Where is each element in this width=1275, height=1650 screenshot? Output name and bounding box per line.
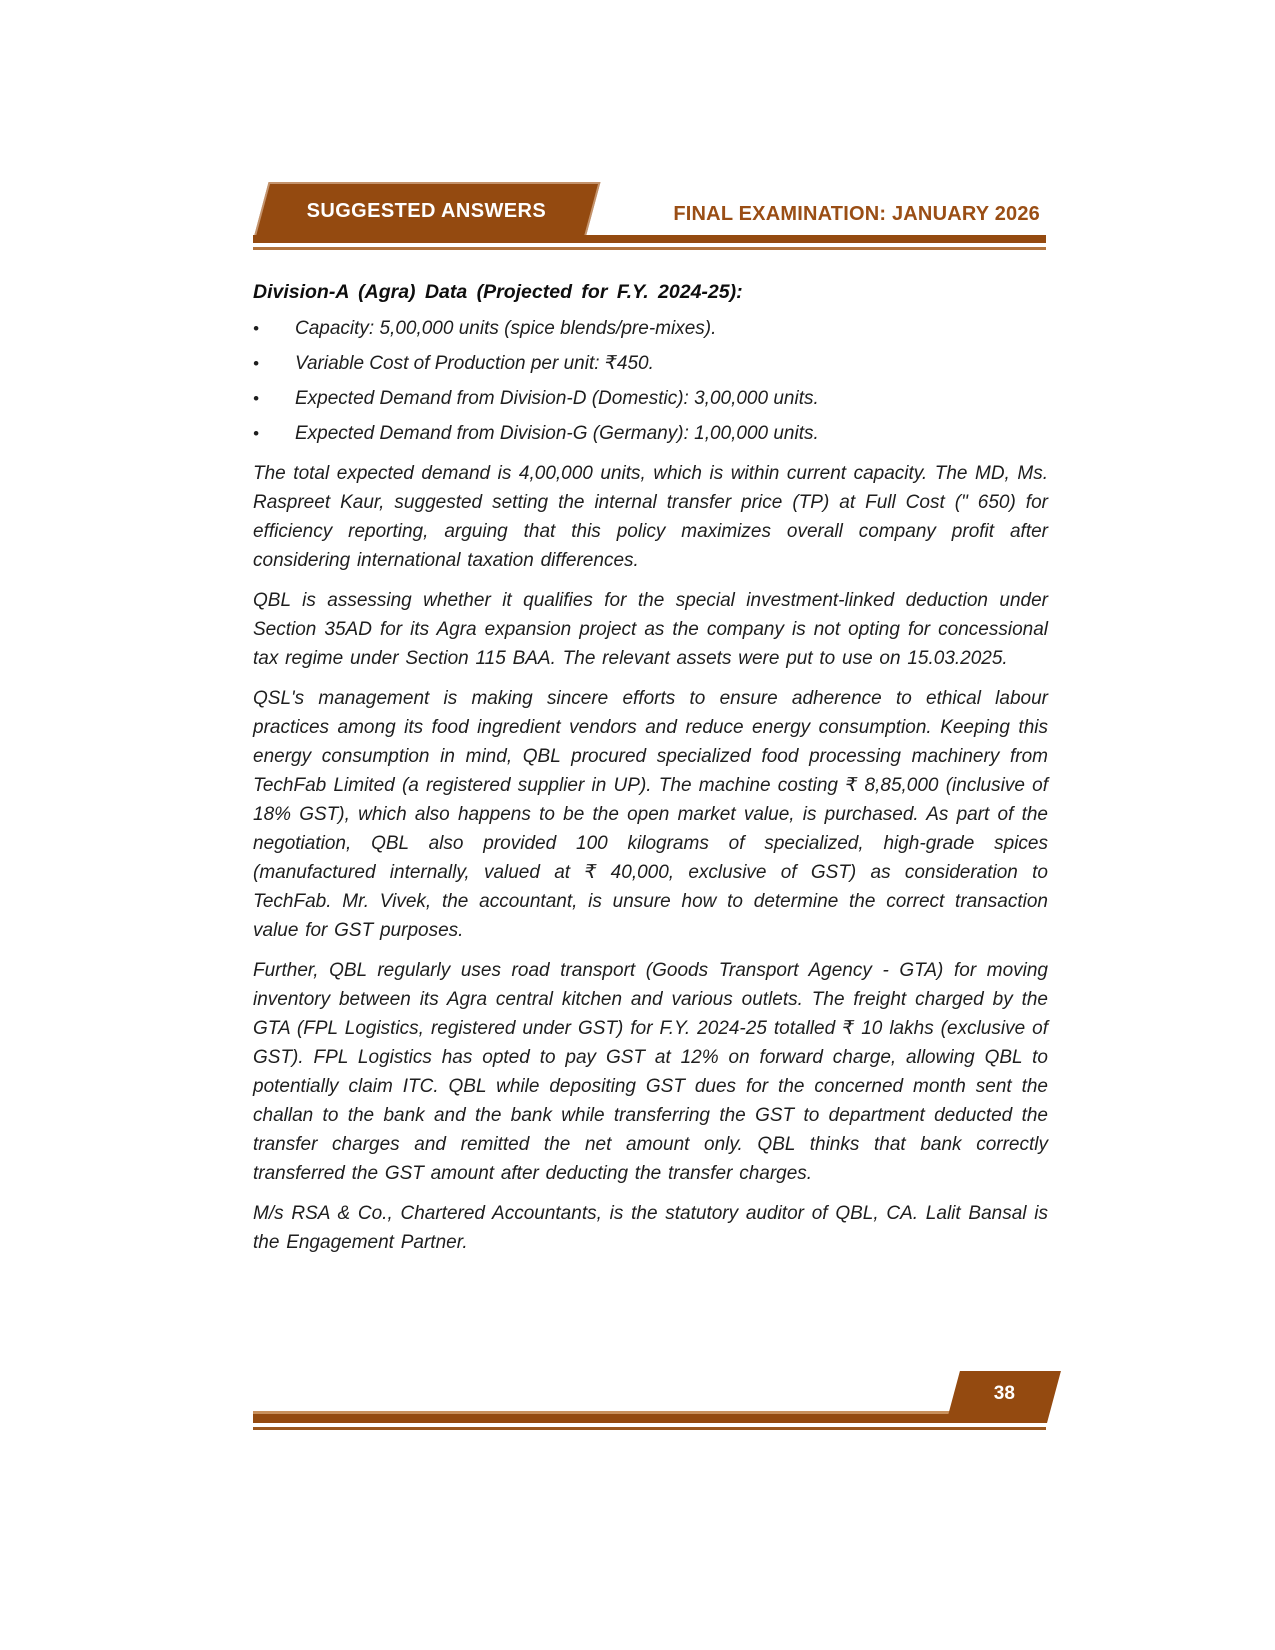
- header-rule-thick: [253, 235, 1046, 243]
- bullet-text: Expected Demand from Division-D (Domestic): 3,00,000 units.: [295, 388, 819, 409]
- body-paragraph: The total expected demand is 4,00,000 units, which is within current capacity. The MD, Ms. Raspreet Kaur, suggested setting the internal transfer price (TP) at Full Cost (" 650) for efficiency reporting, arguing that this policy maximizes overall company profit after considering international taxation differences.: [253, 463, 1048, 571]
- bullet-text: Expected Demand from Division-G (Germany): 1,00,000 units.: [295, 423, 819, 444]
- bullet-item: [253, 384, 1048, 413]
- document-body: [253, 278, 1048, 1268]
- header-rule-thin: [253, 247, 1046, 250]
- bullet-item: [253, 349, 1048, 378]
- bullet-marker-icon: [253, 384, 295, 413]
- bullet-marker-icon: [253, 419, 295, 448]
- exam-title: FINAL EXAMINATION: JANUARY 2026: [673, 203, 1040, 225]
- page-number: 38: [993, 1383, 1015, 1404]
- footer-rule-thick: [253, 1414, 1047, 1424]
- footer-rule-thin: [253, 1427, 1046, 1430]
- bullet-item: [253, 419, 1048, 448]
- page-number-tab: [946, 1371, 1061, 1423]
- bullet-text: Variable Cost of Production per unit: ₹450.: [295, 353, 654, 374]
- bullet-text: Capacity: 5,00,000 units (spice blends/pre-mixes).: [295, 318, 717, 339]
- section-heading: Division-A (Agra) Data (Projected for F.Y. 2024-25):: [253, 281, 743, 303]
- bullet-marker-icon: [253, 349, 295, 378]
- bullet-marker-icon: [253, 314, 295, 343]
- body-paragraph: QSL's management is making sincere efforts to ensure adherence to ethical labour practices among its food ingredient vendors and reduce energy consumption. Keeping this energy consumption in mind, QBL procured specialized food processing machinery from TechFab Limited (a registered supplier in UP). The machine costing ₹ 8,85,000 (inclusive of 18% GST), which also happens to be the open market value, is purchased. As part of the negotiation, QBL also provided 100 kilograms of specialized, high-grade spices (manufactured internally, valued at ₹ 40,000, exclusive of GST) as consideration to TechFab. Mr. Vivek, the accountant, is unsure how to determine the correct transaction value for GST purposes.: [253, 688, 1048, 941]
- body-paragraph: M/s RSA & Co., Chartered Accountants, is the statutory auditor of QBL, CA. Lalit Bansal is the Engagement Partner.: [253, 1203, 1048, 1253]
- bullet-item: [253, 314, 1048, 343]
- banner-title: SUGGESTED ANSWERS: [307, 199, 547, 222]
- body-paragraph: QBL is assessing whether it qualifies for the special investment-linked deduction under Section 35AD for its Agra expansion project as the company is not opting for concessional tax regime under Section 115 BAA. The relevant assets were put to use on 15.03.2025.: [253, 590, 1048, 669]
- body-paragraph: Further, QBL regularly uses road transport (Goods Transport Agency - GTA) for moving inventory between its Agra central kitchen and various outlets. The freight charged by the GTA (FPL Logistics, registered under GST) for F.Y. 2024-25 totalled ₹ 10 lakhs (exclusive of GST). FPL Logistics has opted to pay GST at 12% on forward charge, allowing QBL to potentially claim ITC. QBL while depositing GST dues for the concerned month sent the challan to the bank and the bank while transferring the GST to department deducted the transfer charges and remitted the net amount only. QBL thinks that bank correctly transferred the GST amount after deducting the transfer charges.: [253, 960, 1048, 1184]
- bullet-list: [253, 314, 1048, 448]
